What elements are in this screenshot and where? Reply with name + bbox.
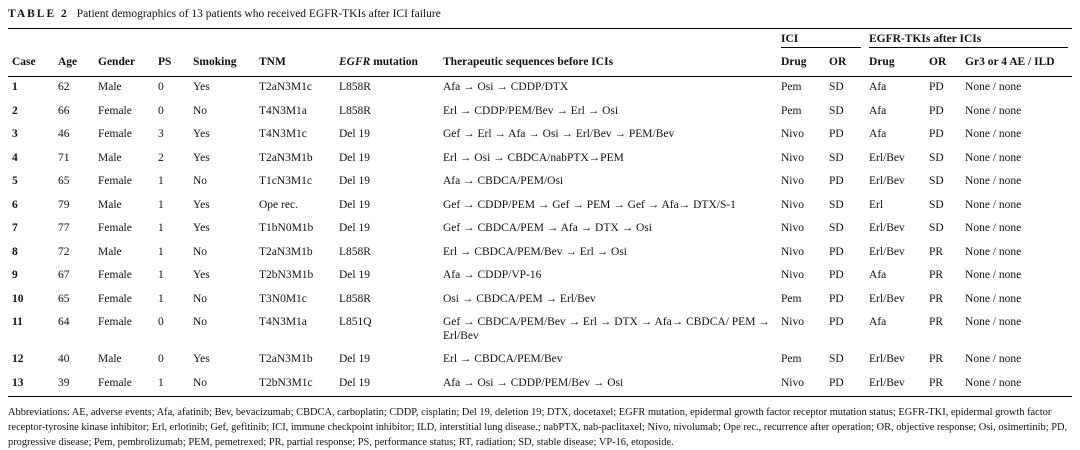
cell-smoking: No: [193, 316, 208, 328]
cell-ps: 3: [158, 128, 164, 140]
cell-ps: 1: [154, 373, 189, 397]
cell-ici-drug: Nivo: [781, 316, 804, 328]
cell-tnm: T4N3M1a: [259, 104, 307, 117]
cell-ae: None / none: [961, 373, 1072, 397]
group-header-row: [8, 29, 1072, 51]
cell-therapy: Afa → CDDP/VP-16: [443, 269, 542, 281]
cell-ps: 1: [158, 175, 164, 187]
cell-tnm: T2bN3M1b: [259, 269, 314, 281]
cell-therapy: Erl → CBDCA/PEM/Bev: [443, 353, 563, 365]
cell-egfr: Del 19: [339, 269, 370, 281]
cell-tki-or: PR: [929, 245, 944, 258]
cell-egfr: Del 19: [339, 128, 370, 140]
cell-tki-or: SD: [929, 198, 944, 211]
cell-egfr: L851Q: [339, 316, 372, 328]
column-header-row: [8, 51, 1072, 77]
cell-ici-drug: Nivo: [781, 175, 804, 187]
cell-tnm: T2aN3M1c: [259, 81, 313, 93]
cell-ici-or: PD: [829, 292, 844, 305]
cell-gender: Male: [98, 151, 122, 164]
cell-egfr: L858R: [339, 245, 371, 258]
cell-egfr: Del 19: [339, 151, 370, 164]
cell-ae: None / none: [965, 269, 1022, 281]
cell-gender: Female: [98, 104, 132, 117]
table-row: [8, 373, 1072, 397]
cell-egfr: Del 19: [339, 198, 370, 211]
cell-ici-drug: Pem: [781, 292, 802, 305]
cell-ps: 0: [158, 353, 164, 365]
cell-gender: Female: [98, 269, 132, 281]
cell-age: 65: [58, 175, 70, 187]
cell-ici-or: PD: [829, 269, 844, 281]
cell-tki-drug: Erl/Bev: [869, 151, 905, 164]
cell-egfr: L858R: [339, 292, 371, 305]
cell-therapy: Afa → CBDCA/PEM/Osi: [443, 175, 564, 187]
cell-ici-or: SD: [829, 353, 844, 365]
cell-tki-or: PD: [929, 81, 944, 93]
cell-tki-or: SD: [929, 175, 944, 187]
cell-tki-or: PR: [929, 353, 944, 365]
col-header-ici-or: OR: [825, 51, 865, 77]
cell-ae: None / none: [965, 222, 1022, 234]
cell-tki-drug: Afa: [869, 316, 887, 328]
col-header-egfr-italic: EGFR: [339, 56, 371, 68]
cell-ps: 1: [158, 245, 164, 258]
cell-ps: 1: [158, 269, 164, 281]
cell-ici-or: PD: [829, 245, 844, 258]
cell-tki-or: PR: [929, 316, 944, 328]
cell-gender: Female: [94, 373, 154, 397]
table-row: [8, 101, 1072, 125]
cell-ici-or: SD: [829, 222, 844, 234]
col-header-tki-drug: Drug: [865, 51, 925, 77]
cell-ae: None / none: [965, 245, 1022, 258]
cell-ici-or: SD: [829, 151, 844, 164]
cell-case: 13: [8, 373, 54, 397]
group-header-ici: ICI: [777, 29, 865, 51]
table-title: Patient demographics of 13 patients who received EGFR-TKIs after ICI failure: [76, 8, 441, 20]
table-footnote: Abbreviations: AE, adverse events; Afa, afatinib; Bev, bevacizumab; CBDCA, carboplatin; CDDP, cisplatin; Del 19, deletion 19; DTX, docetaxel; EGFR mutation, epidermal growth factor receptor mutation status; EGFR-TKI, epidermal growth factor receptor-tyrosine kinase inhibitor; Erl, erlotinib; Gef, gefitinib; ICI, immune checkpoint inhibitor; ILD, interstitial lung disease.; nabPTX, nab-paclitaxel; Nivo, nivolumab; Ope rec., recurrence after operation; OR, objective response; Osi, osimertinib; PD, progressive disease; Pem, pembrolizumab; PEM, pemetrexed; PR, partial response; PS, performance status; RT, radiation; SD, stable disease; VP-16, etoposide.: [8, 407, 1068, 448]
cell-ps: 0: [158, 316, 164, 328]
cell-gender: Female: [98, 175, 132, 187]
cell-therapy: Afa → Osi → CDDP/DTX: [443, 81, 569, 93]
table-label: TABLE 2: [8, 8, 69, 20]
cell-tnm: T2aN3M1b: [259, 151, 313, 164]
cell-ps: 0: [158, 104, 164, 117]
cell-tki-or: SD: [929, 151, 944, 164]
demographics-table: [8, 29, 1072, 397]
cell-tki-drug: Afa: [869, 81, 887, 93]
cell-age: 79: [58, 198, 70, 211]
cell-age: 40: [58, 353, 70, 365]
cell-tki-or: PR: [929, 292, 944, 305]
cell-age: 62: [58, 81, 70, 93]
cell-case: 1: [12, 81, 18, 93]
cell-tnm: T2bN3M1c: [255, 373, 335, 397]
cell-smoking: Yes: [193, 222, 210, 234]
table-caption: [8, 6, 1072, 22]
table-row: [8, 349, 1072, 373]
cell-ici-drug: Pem: [781, 104, 802, 117]
cell-ici-drug: Nivo: [781, 245, 804, 258]
cell-case: 2: [12, 104, 18, 117]
cell-tnm: T1cN3M1c: [259, 175, 313, 187]
cell-ici-drug: Nivo: [781, 128, 804, 140]
cell-tki-drug: Erl/Bev: [869, 292, 905, 305]
cell-therapy: Erl → CDDP/PEM/Bev → Erl → Osi: [443, 104, 619, 117]
cell-tnm: T4N3M1c: [259, 128, 307, 140]
cell-age: 72: [58, 245, 70, 258]
cell-egfr: Del 19: [339, 175, 370, 187]
cell-ae: None / none: [965, 292, 1022, 305]
cell-therapy: Gef → CBDCA/PEM → Afa → DTX → Osi: [443, 222, 652, 234]
col-header-egfr-rest: mutation: [370, 56, 418, 68]
cell-age: 77: [58, 222, 70, 234]
table-row: [8, 265, 1072, 289]
cell-tki-or: PR: [929, 269, 944, 281]
cell-egfr: Del 19: [339, 222, 370, 234]
cell-tki-or: PD: [929, 104, 944, 117]
cell-case: 5: [12, 175, 18, 187]
cell-gender: Female: [98, 316, 132, 328]
cell-therapy: Afa → Osi → CDDP/PEM/Bev → Osi: [439, 373, 777, 397]
cell-tki-drug: Erl/Bev: [869, 245, 905, 258]
table-row: [8, 242, 1072, 266]
col-header-ici-drug: Drug: [777, 51, 825, 77]
table-row: [8, 195, 1072, 219]
cell-tki-drug: Afa: [869, 269, 887, 281]
cell-ps: 1: [158, 198, 164, 211]
cell-gender: Male: [98, 198, 122, 211]
cell-tki-or: PD: [929, 128, 944, 140]
cell-egfr: L858R: [339, 81, 371, 93]
col-header-case: Case: [8, 51, 54, 77]
cell-ps: 2: [158, 151, 164, 164]
col-header-ae: Gr3 or 4 AE / ILD: [961, 51, 1072, 77]
cell-tki-drug: Afa: [869, 128, 887, 140]
cell-age: 66: [58, 104, 70, 117]
cell-tki-or: PR: [925, 373, 961, 397]
cell-ici-or: SD: [829, 81, 844, 93]
cell-case: 6: [12, 198, 18, 211]
cell-ici-drug: Nivo: [781, 222, 804, 234]
cell-ici-drug: Pem: [781, 353, 802, 365]
col-header-egfr: [335, 51, 439, 77]
cell-case: 8: [12, 245, 18, 258]
cell-age: 46: [58, 128, 70, 140]
cell-tki-drug: Afa: [869, 104, 887, 117]
cell-smoking: Yes: [193, 353, 210, 365]
cell-tnm: T3N0M1c: [259, 292, 307, 305]
cell-therapy: Erl → Osi → CBDCA/nabPTX→PEM: [443, 151, 624, 164]
cell-age: 67: [58, 269, 70, 281]
cell-tki-drug: Erl/Bev: [869, 222, 905, 234]
cell-therapy: Gef → CDDP/PEM → Gef → PEM → Gef → Afa→ DTX/S-1: [443, 198, 736, 211]
cell-ici-or: PD: [829, 175, 844, 187]
cell-ae: None / none: [965, 316, 1022, 328]
cell-ici-drug: Pem: [781, 81, 802, 93]
cell-tnm: T1bN0M1b: [259, 222, 314, 234]
cell-gender: Female: [98, 292, 132, 305]
cell-ici-drug: Nivo: [781, 198, 804, 211]
cell-ae: None / none: [965, 128, 1022, 140]
cell-ici-or: SD: [829, 104, 844, 117]
col-header-tnm: TNM: [255, 51, 335, 77]
cell-tki-drug: Erl/Bev: [869, 175, 905, 187]
cell-age: 71: [58, 151, 70, 164]
cell-egfr: L858R: [339, 104, 371, 117]
cell-ae: None / none: [965, 198, 1022, 211]
table-row: [8, 312, 1072, 349]
cell-ps: 1: [158, 292, 164, 305]
cell-ae: None / none: [965, 175, 1022, 187]
cell-tki-drug: Erl: [869, 198, 884, 211]
cell-smoking: No: [189, 373, 255, 397]
cell-ps: 1: [158, 222, 164, 234]
cell-age: 39: [54, 373, 94, 397]
table-row: [8, 77, 1072, 101]
cell-tki-or: SD: [929, 222, 944, 234]
col-header-smoking: Smoking: [189, 51, 255, 77]
cell-therapy: Erl → CBDCA/PEM/Bev → Erl → Osi: [443, 245, 628, 258]
cell-smoking: Yes: [193, 198, 210, 211]
cell-ici-drug: Nivo: [781, 269, 804, 281]
cell-case: 7: [12, 222, 18, 234]
cell-case: 10: [12, 292, 24, 305]
cell-case: 12: [12, 353, 24, 365]
cell-smoking: No: [193, 175, 208, 187]
col-header-therapy: Therapeutic sequences before ICIs: [439, 51, 777, 77]
cell-smoking: Yes: [193, 128, 210, 140]
cell-smoking: Yes: [193, 269, 210, 281]
table-row: [8, 171, 1072, 195]
table-row: [8, 148, 1072, 172]
cell-gender: Male: [98, 81, 122, 93]
cell-case: 11: [12, 316, 23, 328]
table-row: [8, 289, 1072, 313]
cell-smoking: No: [193, 104, 208, 117]
cell-smoking: No: [193, 245, 208, 258]
col-header-age: Age: [54, 51, 94, 77]
cell-age: 65: [58, 292, 70, 305]
cell-gender: Male: [98, 353, 122, 365]
cell-ae: None / none: [965, 104, 1022, 117]
cell-ps: 0: [158, 81, 164, 93]
cell-ae: None / none: [965, 353, 1022, 365]
cell-tki-drug: Erl/Bev: [869, 353, 905, 365]
cell-ici-or: PD: [825, 373, 865, 397]
cell-smoking: No: [193, 292, 208, 305]
table-row: [8, 218, 1072, 242]
cell-case: 3: [12, 128, 18, 140]
cell-ici-or: PD: [829, 128, 844, 140]
cell-egfr: Del 19: [335, 373, 439, 397]
cell-ici-or: PD: [829, 316, 844, 328]
cell-tnm: Ope rec.: [259, 198, 298, 211]
col-header-gender: Gender: [94, 51, 154, 77]
col-header-ps: PS: [154, 51, 189, 77]
cell-tnm: T4N3M1a: [259, 316, 307, 328]
cell-therapy: Gef → CBDCA/PEM/Bev → Erl → DTX → Afa→ CBDCA/ PEM → Erl/Bev: [443, 316, 770, 342]
cell-ici-drug: Nivo: [777, 373, 825, 397]
cell-case: 9: [12, 269, 18, 281]
cell-ae: None / none: [965, 81, 1022, 93]
cell-gender: Male: [98, 245, 122, 258]
cell-gender: Female: [98, 222, 132, 234]
cell-age: 64: [58, 316, 70, 328]
group-header-tki: EGFR-TKIs after ICIs: [865, 29, 1072, 51]
cell-ici-or: SD: [829, 198, 844, 211]
cell-tnm: T2aN3M1b: [259, 353, 313, 365]
cell-ae: None / none: [965, 151, 1022, 164]
cell-smoking: Yes: [193, 81, 210, 93]
table-row: [8, 124, 1072, 148]
cell-tnm: T2aN3M1b: [259, 245, 313, 258]
cell-case: 4: [12, 151, 18, 164]
cell-smoking: Yes: [193, 151, 210, 164]
col-header-tki-or: OR: [925, 51, 961, 77]
cell-therapy: Gef → Erl → Afa → Osi → Erl/Bev → PEM/Bev: [443, 128, 675, 140]
cell-egfr: Del 19: [339, 353, 370, 365]
cell-therapy: Osi → CBDCA/PEM → Erl/Bev: [443, 292, 596, 305]
cell-tki-drug: Erl/Bev: [865, 373, 925, 397]
cell-ici-drug: Nivo: [781, 151, 804, 164]
cell-gender: Female: [98, 128, 132, 140]
